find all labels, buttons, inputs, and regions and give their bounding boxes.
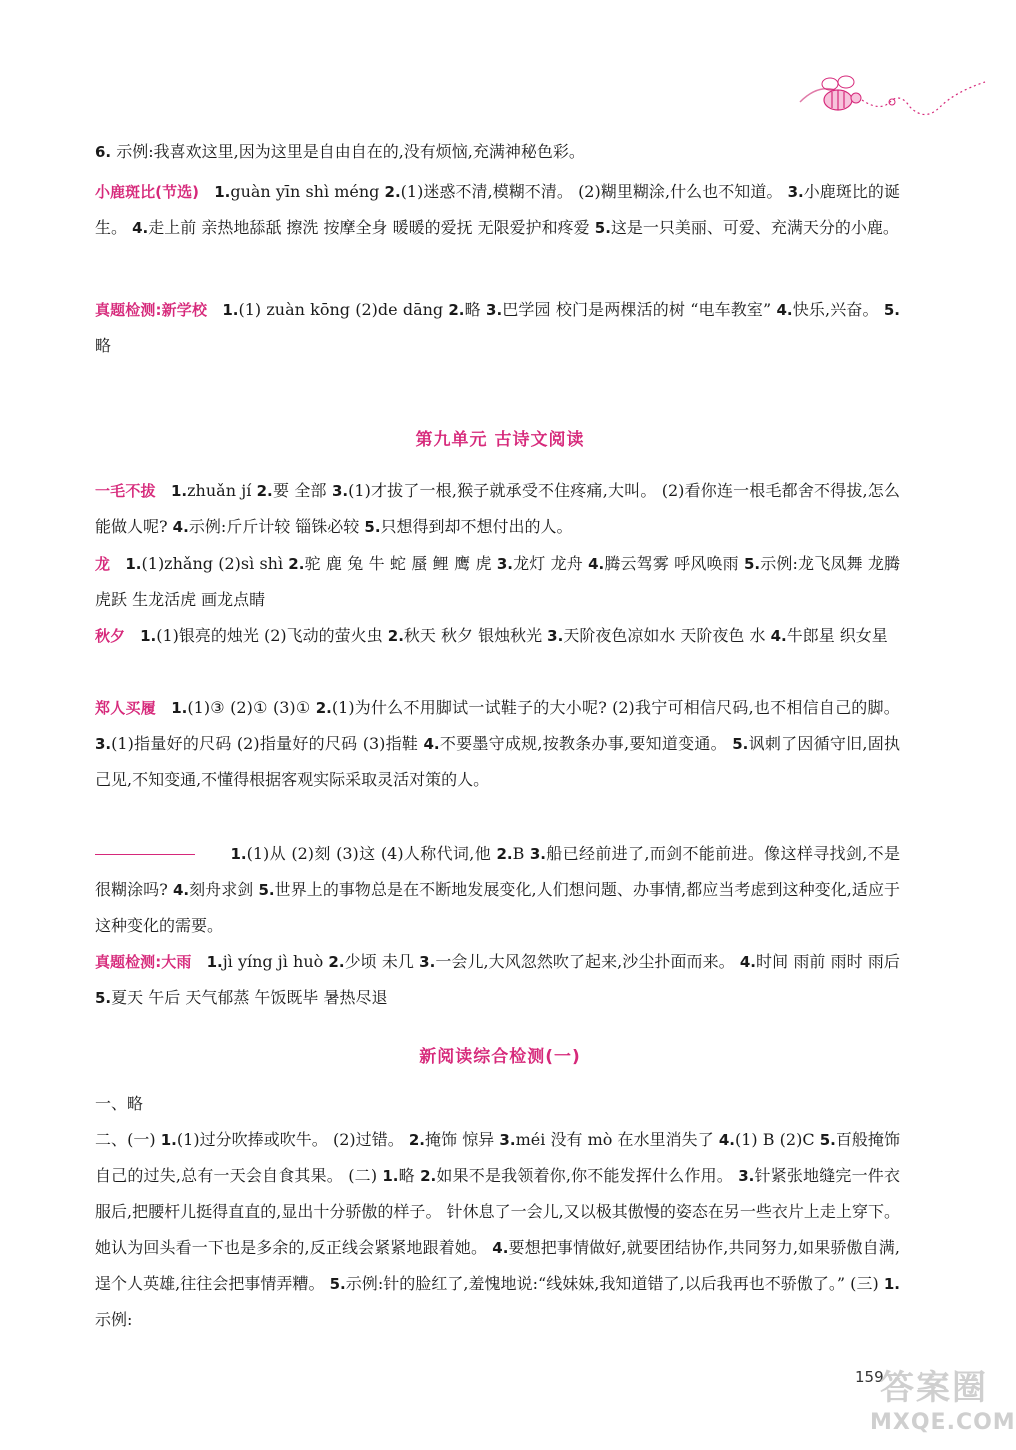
unit-heading: 第九单元 古诗文阅读 [415, 430, 585, 450]
bee-decoration-icon [790, 62, 990, 132]
section-title: 真题检测:大雨 [95, 953, 192, 971]
watermark-url: MXQE.COM [870, 1410, 1016, 1435]
watermark-logo: 答案圈 [880, 1368, 988, 1408]
answer-paragraph-6 [95, 134, 900, 170]
section-kezhou-qiujian: 1.(1)从 (2)刻 (3)这 (4)人称代词,他 2.B 3.船已经前进了,而剑不能前进。像这样寻找剑,不是很糊涂吗? 4.刻舟求剑 5.世界上的事物总是在不断地发展变化,人们想问题、办事情,都应当考虑到这种变化,适应于这种变化的需要。 [95, 844, 901, 935]
section-title: 秋夕 [95, 627, 126, 645]
part-two: 二、(一) 1.(1)过分吹捧或吹牛。 (2)过错。 2.掩饰 惊异 3.méi 没有 mò 在水里消失了 4.(1) B (2)C 5.百般掩饰自己的过失,总有一天会自食其果。 (二) 1.略 2.如果不是我领着你,你不能发挥什么作用。 3.针紧张地缝完一件衣服后,把腰杆儿挺得直直的,显出十分骄傲的样子。 针休息了一会儿,又以极其傲慢的姿态在另一些衣片上走上穿下。她认为回头看一下也是多余的,反正线会紧紧地跟着她。 4.要想把事情做好,就要团结协作,共同努力,如果骄傲自满,逞个人英雄,往往会把事情弄糟。 5.示例:针的脸红了,羞愧地说:“线妹妹,我知道错了,以后我再也不骄傲了。” (三) 1.示例: [95, 1130, 900, 1329]
section-xin-xuexiao: 真题检测:新学校 1.(1) zuàn kōng (2)de dāng 2.略 3.巴学园 校门是两棵活的树 “电车教室” 4.快乐,兴奋。 5.略 [95, 300, 900, 355]
page-number: 159 [855, 1368, 884, 1386]
section-xiaolu-banbi: 小鹿斑比(节选) 1.guàn yīn shì méng 2.(1)迷惑不清,模糊不清。 (2)糊里糊涂,什么也不知道。 3.小鹿斑比的诞生。 4.走上前 亲热地舔舐 擦洗 按摩全身 暖暖的爱抚 无限爱护和疼爱 5.这是一只美丽、可爱、充满天分的小鹿。 [95, 182, 900, 237]
item-number: 6. [95, 143, 112, 161]
test-heading: 新阅读综合检测(一) [419, 1047, 581, 1067]
section-title: 郑人买履 [95, 699, 156, 717]
section-dayu: 真题检测:大雨 1.jì yíng jì huò 2.少顷 未几 3.一会儿,大风忽然吹了起来,沙尘扑面而来。 4.时间 雨前 雨时 雨后 5.夏天 午后 天气郁蒸 午饭既毕 暑热尽退 [95, 952, 900, 1007]
answer-text: 示例:我喜欢这里,因为这里是自由自在的,没有烦恼,充满神秘色彩。 [116, 142, 585, 161]
section-zhengren-maili: 郑人买履 1.(1)③ (2)① (3)① 2.(1)为什么不用脚试一试鞋子的大小呢? (2)我宁可相信尺码,也不相信自己的脚。 3.(1)指量好的尺码 (2)指量好的尺码 (3)指鞋 4.不要墨守成规,按教条办事,要知道变通。 5.讽刺了因循守旧,固执己见,不知变通,不懂得根据客观实际采取灵活对策的人。 [95, 698, 900, 789]
section-title: 真题检测:新学校 [95, 301, 208, 319]
section-title: 一毛不拔 [95, 482, 156, 500]
section-long: 龙 1.(1)zhǎng (2)sì shì 2.驼 鹿 兔 牛 蛇 蜃 鲤 鹰 虎 3.龙灯 龙舟 4.腾云驾雾 呼风唤雨 5.示例:龙飞凤舞 龙腾虎跃 生龙活虎 画龙点睛 [95, 554, 900, 609]
section-title: 小鹿斑比(节选) [95, 183, 200, 201]
section-qiuxi: 秋夕 1.(1)银亮的烛光 (2)飞动的萤火虫 2.秋天 秋夕 银烛秋光 3.天阶夜色凉如水 天阶夜色 水 4.牛郎星 织女星 [95, 626, 888, 645]
section-title: 龙 [95, 555, 111, 573]
title-blank-line [95, 854, 195, 855]
part-one: 一、略 [95, 1094, 144, 1113]
section-yimao-buba: 一毛不拔 1.zhuǎn jí 2.要 全部 3.(1)才拔了一根,猴子就承受不住疼痛,大叫。 (2)看你连一根毛都舍不得拔,怎么能做人呢? 4.示例:斤斤计较 锱铢必较 5.只想得到却不想付出的人。 [95, 481, 900, 536]
